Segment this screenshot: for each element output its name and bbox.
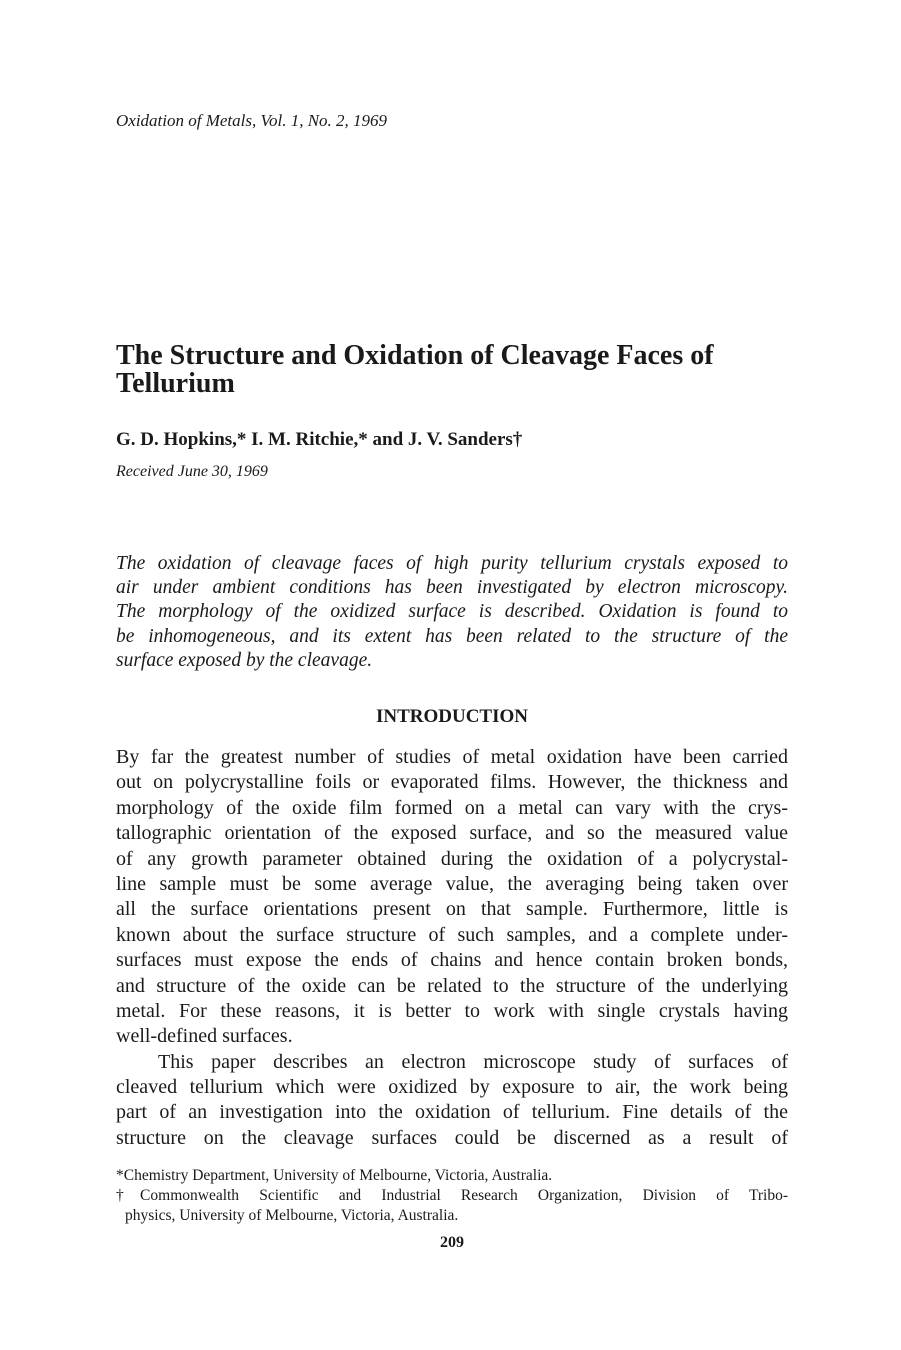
paragraph-line: By far the greatest number of studies of metal oxidation have been carried	[116, 746, 788, 768]
paragraph-line: cleaved tellurium which were oxidized by exposure to air, the work being	[116, 1076, 788, 1099]
abstract-line: The morphology of the oxidized surface is described. Oxidation is found to	[116, 601, 788, 623]
body-text	[116, 745, 788, 1151]
received-date: Received June 30, 1969	[116, 463, 268, 480]
title-line: Tellurium	[116, 368, 235, 399]
running-header: Oxidation of Metals, Vol. 1, No. 2, 1969	[116, 111, 388, 130]
paragraph-line: and structure of the oxide can be related to the structure of the underlying	[116, 974, 788, 997]
article-title	[116, 342, 788, 398]
paragraph-line: known about the surface structure of such samples, and a complete under-	[116, 923, 788, 946]
abstract	[116, 552, 788, 673]
paragraph-line: metal. For these reasons, it is better to work with single crystals having	[116, 999, 788, 1022]
paragraph-line: line sample must be some average value, the averaging being taken over	[116, 872, 788, 895]
abstract-line: air under ambient conditions has been investigated by electron microscopy.	[116, 577, 788, 599]
paragraph-line: well-defined surfaces.	[116, 1025, 293, 1048]
footnote: †Commonwealth Scientific and Industrial Research Organization, Division of Tribo-	[116, 1187, 788, 1204]
paragraph-line: tallographic orientation of the exposed surface, and so the measured value	[116, 822, 788, 845]
title-line: The Structure and Oxidation of Cleavage Faces of	[116, 340, 714, 371]
paragraph-line: surfaces must expose the ends of chains and hence contain broken bonds,	[116, 949, 788, 972]
footnote: *Chemistry Department, University of Melbourne, Victoria, Australia.	[116, 1167, 553, 1184]
abstract-line: surface exposed by the cleavage.	[116, 649, 373, 671]
abstract-line: The oxidation of cleavage faces of high purity tellurium crystals exposed to	[116, 553, 788, 574]
footnotes	[116, 1166, 788, 1226]
paragraph-line: of any growth parameter obtained during the oxidation of a polycrystal-	[116, 847, 788, 870]
paragraph-line: all the surface orientations present on that sample. Furthermore, little is	[116, 898, 788, 921]
paragraph-line: structure on the cleavage surfaces could be discerned as a result of	[116, 1126, 788, 1149]
paragraph-line: morphology of the oxide film formed on a metal can vary with the crys-	[116, 796, 788, 819]
section-heading: INTRODUCTION	[375, 706, 529, 727]
paragraph-line: This paper describes an electron microscope study of surfaces of	[158, 1050, 788, 1073]
footnote: physics, University of Melbourne, Victoria, Australia.	[125, 1207, 459, 1224]
paragraph-line: part of an investigation into the oxidation of tellurium. Fine details of the	[116, 1101, 788, 1124]
authors: G. D. Hopkins,* I. M. Ritchie,* and J. V. Sanders†	[116, 429, 523, 450]
paragraph-line: out on polycrystalline foils or evaporated films. However, the thickness and	[116, 771, 788, 794]
page-number: 209	[440, 1234, 464, 1251]
abstract-line: be inhomogeneous, and its extent has been related to the structure of the	[116, 625, 788, 647]
